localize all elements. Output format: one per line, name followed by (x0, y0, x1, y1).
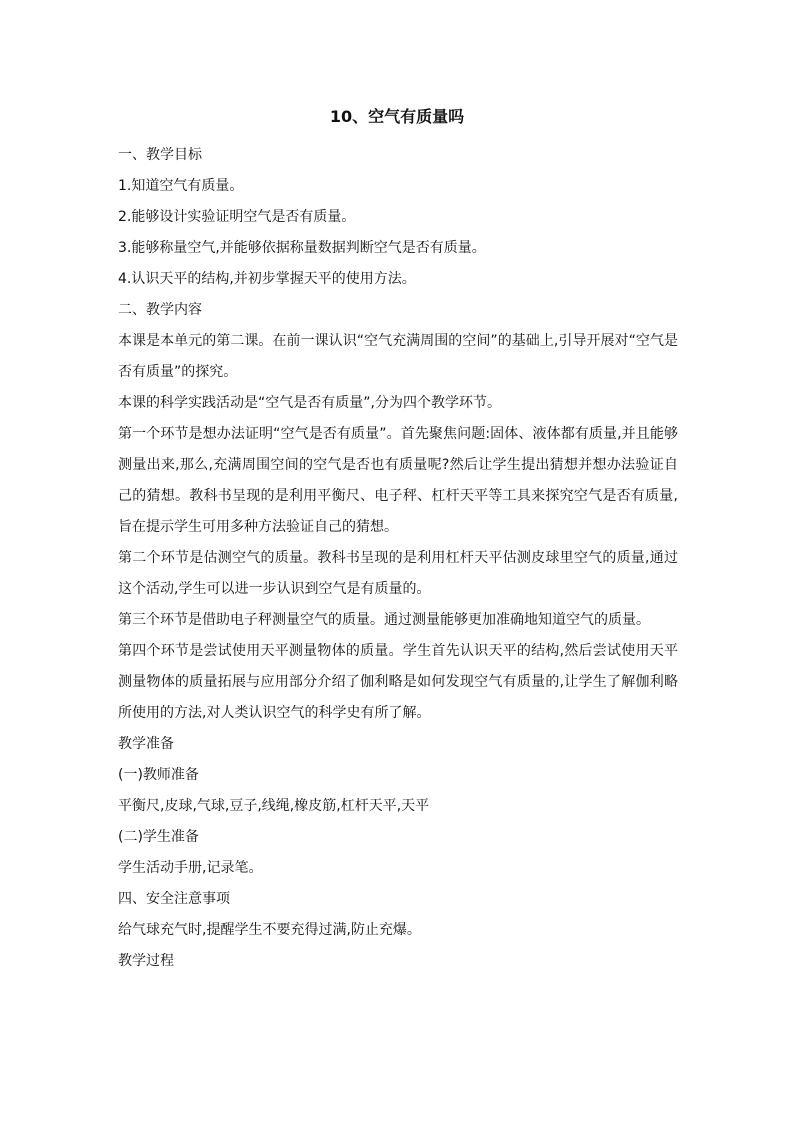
subheading-teacher-prep: (一)教师准备 (118, 767, 199, 783)
section-heading-content: 二、教学内容 (118, 302, 202, 318)
objective-item-4: 4.认识天平的结构,并初步掌握天平的使用方法。 (118, 271, 416, 287)
section-heading-safety: 四、安全注意事项 (118, 891, 230, 907)
content-paragraph-step-4: 第四个环节是尝试使用天平测量物体的质量。学生首先认识天平的结构,然后尝试使用天平测量物体的质量拓展与应用部分介绍了伽利略是如何发现空气有质量的,让学生了解伽利略所使用的方法,对人类认识空气的科学史有所了解。 (118, 643, 678, 721)
content-paragraph-step-2: 第二个环节是估测空气的质量。教科书呈现的是利用杠杆天平估测皮球里空气的质量,通过这个活动,学生可以进一步认识到空气是有质量的。 (118, 550, 678, 597)
section-heading-preparation: 教学准备 (118, 736, 174, 752)
subheading-student-prep: (二)学生准备 (118, 829, 199, 845)
document-body (118, 140, 678, 977)
teacher-prep-materials: 平衡尺,皮球,气球,豆子,线绳,橡皮筋,杠杆天平,天平 (118, 798, 430, 814)
safety-note: 给气球充气时,提醒学生不要充得过满,防止充爆。 (118, 922, 421, 938)
content-paragraph-step-1: 第一个环节是想办法证明“空气是否有质量”。首先聚焦问题:固体、液体都有质量,并且能够测量出来,那么,充满周围空间的空气是否也有质量呢?然后让学生提出猜想并想办法验证自己的猜想。教科书呈现的是利用平衡尺、电子秤、杠杆天平等工具来探究空气是否有质量,旨在提示学生可用多种方法验证自己的猜想。 (118, 426, 678, 535)
content-paragraph-activity: 本课的科学实践活动是“空气是否有质量”,分为四个教学环节。 (118, 395, 501, 411)
objective-item-1: 1.知道空气有质量。 (118, 178, 244, 194)
content-paragraph-step-3: 第三个环节是借助电子秤测量空气的质量。通过测量能够更加准确地知道空气的质量。 (118, 612, 650, 628)
student-prep-materials: 学生活动手册,记录笔。 (118, 860, 263, 876)
section-heading-objectives: 一、教学目标 (118, 147, 202, 163)
objective-item-2: 2.能够设计实验证明空气是否有质量。 (118, 209, 356, 225)
objective-item-3: 3.能够称量空气,并能够依据称量数据判断空气是否有质量。 (118, 240, 486, 256)
document-title: 10、空气有质量吗 (329, 107, 465, 126)
section-heading-process: 教学过程 (118, 953, 174, 969)
content-paragraph-intro: 本课是本单元的第二课。在前一课认识“空气充满周围的空间”的基础上,引导开展对“空气是否有质量”的探究。 (118, 333, 678, 380)
